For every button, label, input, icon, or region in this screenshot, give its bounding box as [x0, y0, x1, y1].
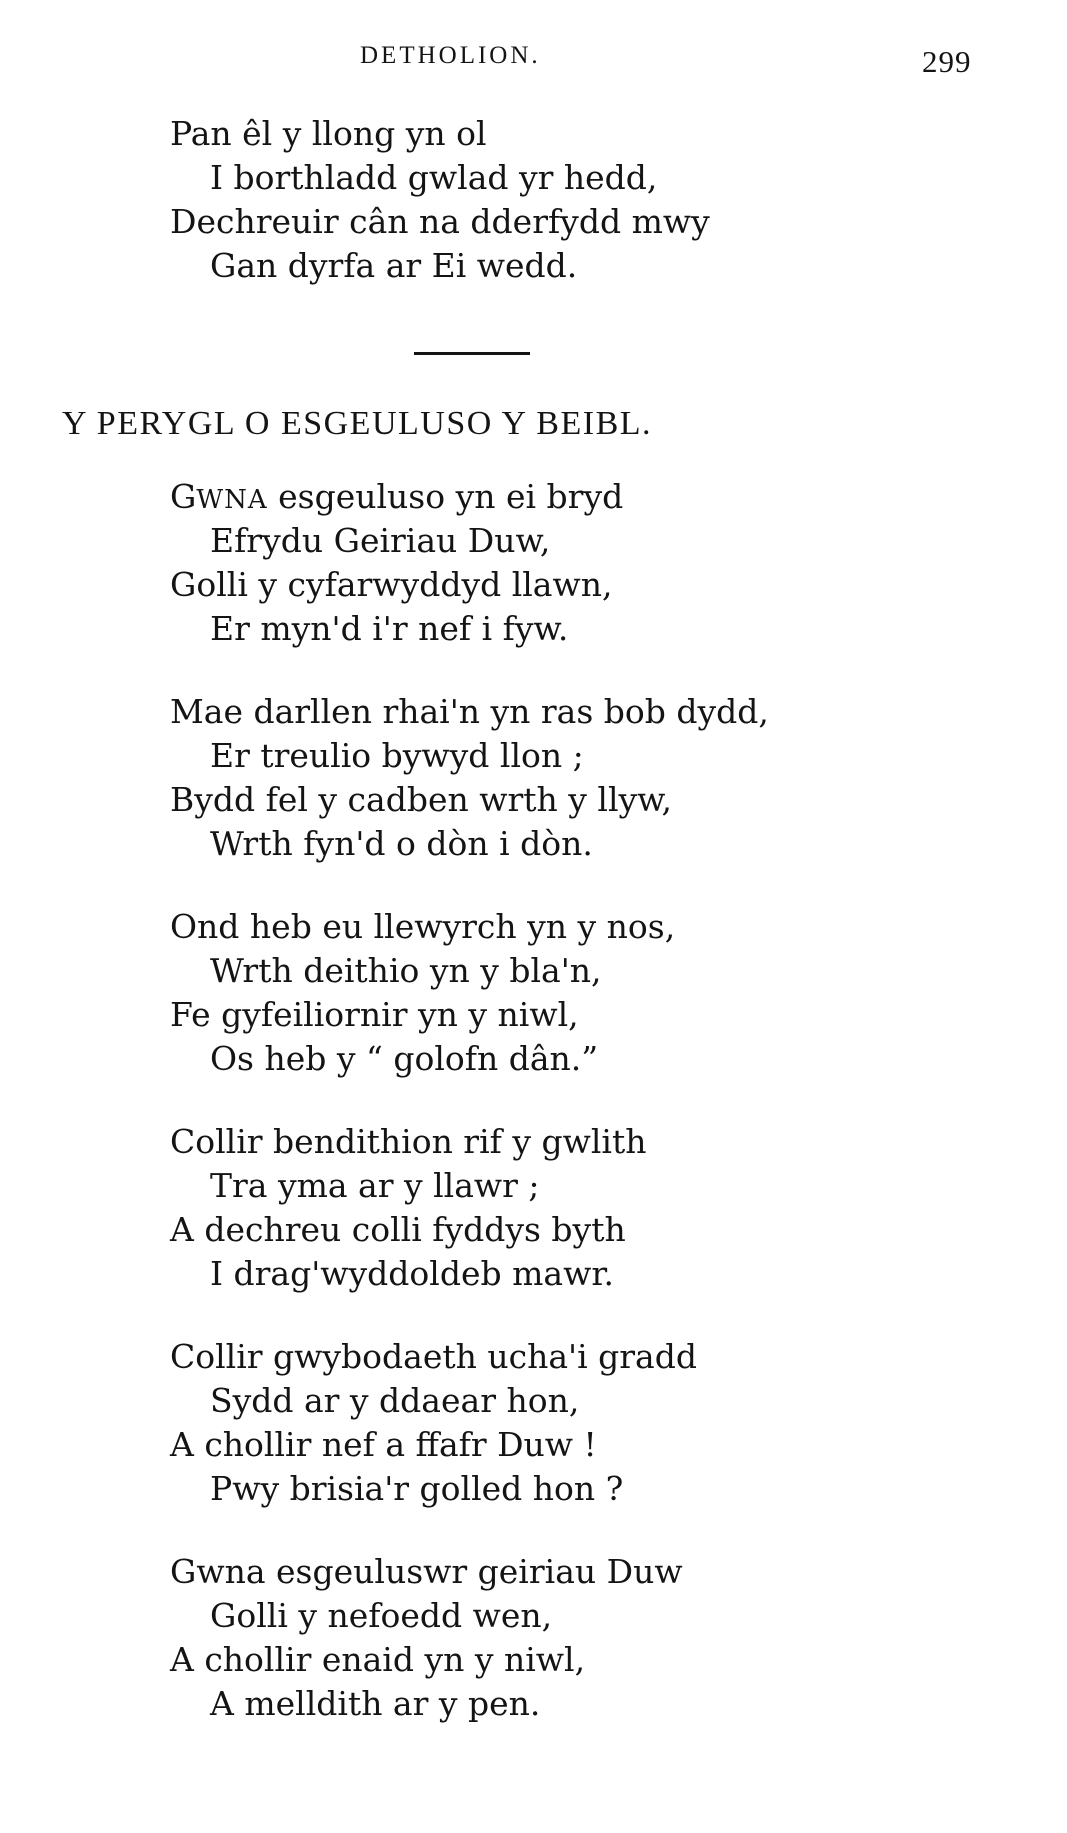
verse-line: Golli y nefoedd wen, [210, 1596, 553, 1635]
verse-line: Gwna esgeuluswr geiriau Duw [170, 1552, 683, 1591]
verse-line: Tra yma ar y llawr ; [210, 1166, 540, 1205]
verse-line: A dechreu colli fyddys byth [170, 1210, 626, 1249]
verse-line: Pwy brisia'r golled hon ? [210, 1469, 624, 1508]
verse-line: Collir gwybodaeth ucha'i gradd [170, 1337, 697, 1376]
verse-line: Er myn'd i'r nef i fyw. [210, 609, 569, 648]
verse-line: Bydd fel y cadben wrth y llyw, [170, 780, 672, 819]
verse-line: Dechreuir cân na dderfydd mwy [170, 202, 710, 241]
verse-line: Mae darllen rhai'n yn ras bob dydd, [170, 692, 769, 731]
verse-line [170, 475, 990, 519]
verse-line: I drag'wyddoldeb mawr. [210, 1254, 614, 1293]
drop-initial: G [170, 477, 197, 516]
verse-line-text: esgeuluso yn ei bryd [267, 477, 624, 516]
verse-line: Efrydu Geiriau Duw, [210, 521, 551, 560]
poem-stanza-1 [170, 475, 990, 651]
previous-poem-stanza [170, 112, 990, 288]
verse-line: Gan dyrfa ar Ei wedd. [210, 246, 578, 285]
verse-line: A chollir nef a ffafr Duw ! [170, 1425, 597, 1464]
page-number: 299 [922, 44, 972, 79]
verse-line: Os heb y “ golofn dân.” [210, 1039, 599, 1078]
running-head: DETHOLION. [360, 42, 541, 69]
verse-line: Er treulio bywyd llon ; [210, 736, 584, 775]
poem-stanza-2 [170, 690, 990, 866]
verse-line: Fe gyfeiliornir yn y niwl, [170, 995, 579, 1034]
section-divider [414, 352, 530, 355]
verse-line: Pan êl y llong yn ol [170, 114, 487, 153]
verse-line: Sydd ar y ddaear hon, [210, 1381, 580, 1420]
verse-line: Ond heb eu llewyrch yn y nos, [170, 907, 676, 946]
poem-stanza-3 [170, 905, 990, 1081]
verse-line: Collir bendithion rif y gwlith [170, 1122, 647, 1161]
verse-line: I borthladd gwlad yr hedd, [210, 158, 658, 197]
small-caps-word: WNA [196, 485, 268, 515]
verse-line: Wrth deithio yn y bla'n, [210, 951, 602, 990]
poem-stanza-6 [170, 1550, 990, 1726]
poem-stanza-5 [170, 1335, 990, 1511]
verse-line: Golli y cyfarwyddyd llawn, [170, 565, 613, 604]
verse-line: Wrth fyn'd o dòn i dòn. [210, 824, 593, 863]
verse-line: A melldith ar y pen. [210, 1684, 541, 1723]
verse-line: A chollir enaid yn y niwl, [170, 1640, 586, 1679]
poem-stanza-4 [170, 1120, 990, 1296]
poem-title: Y PERYGL O ESGEULUSO Y BEIBL. [62, 405, 653, 442]
